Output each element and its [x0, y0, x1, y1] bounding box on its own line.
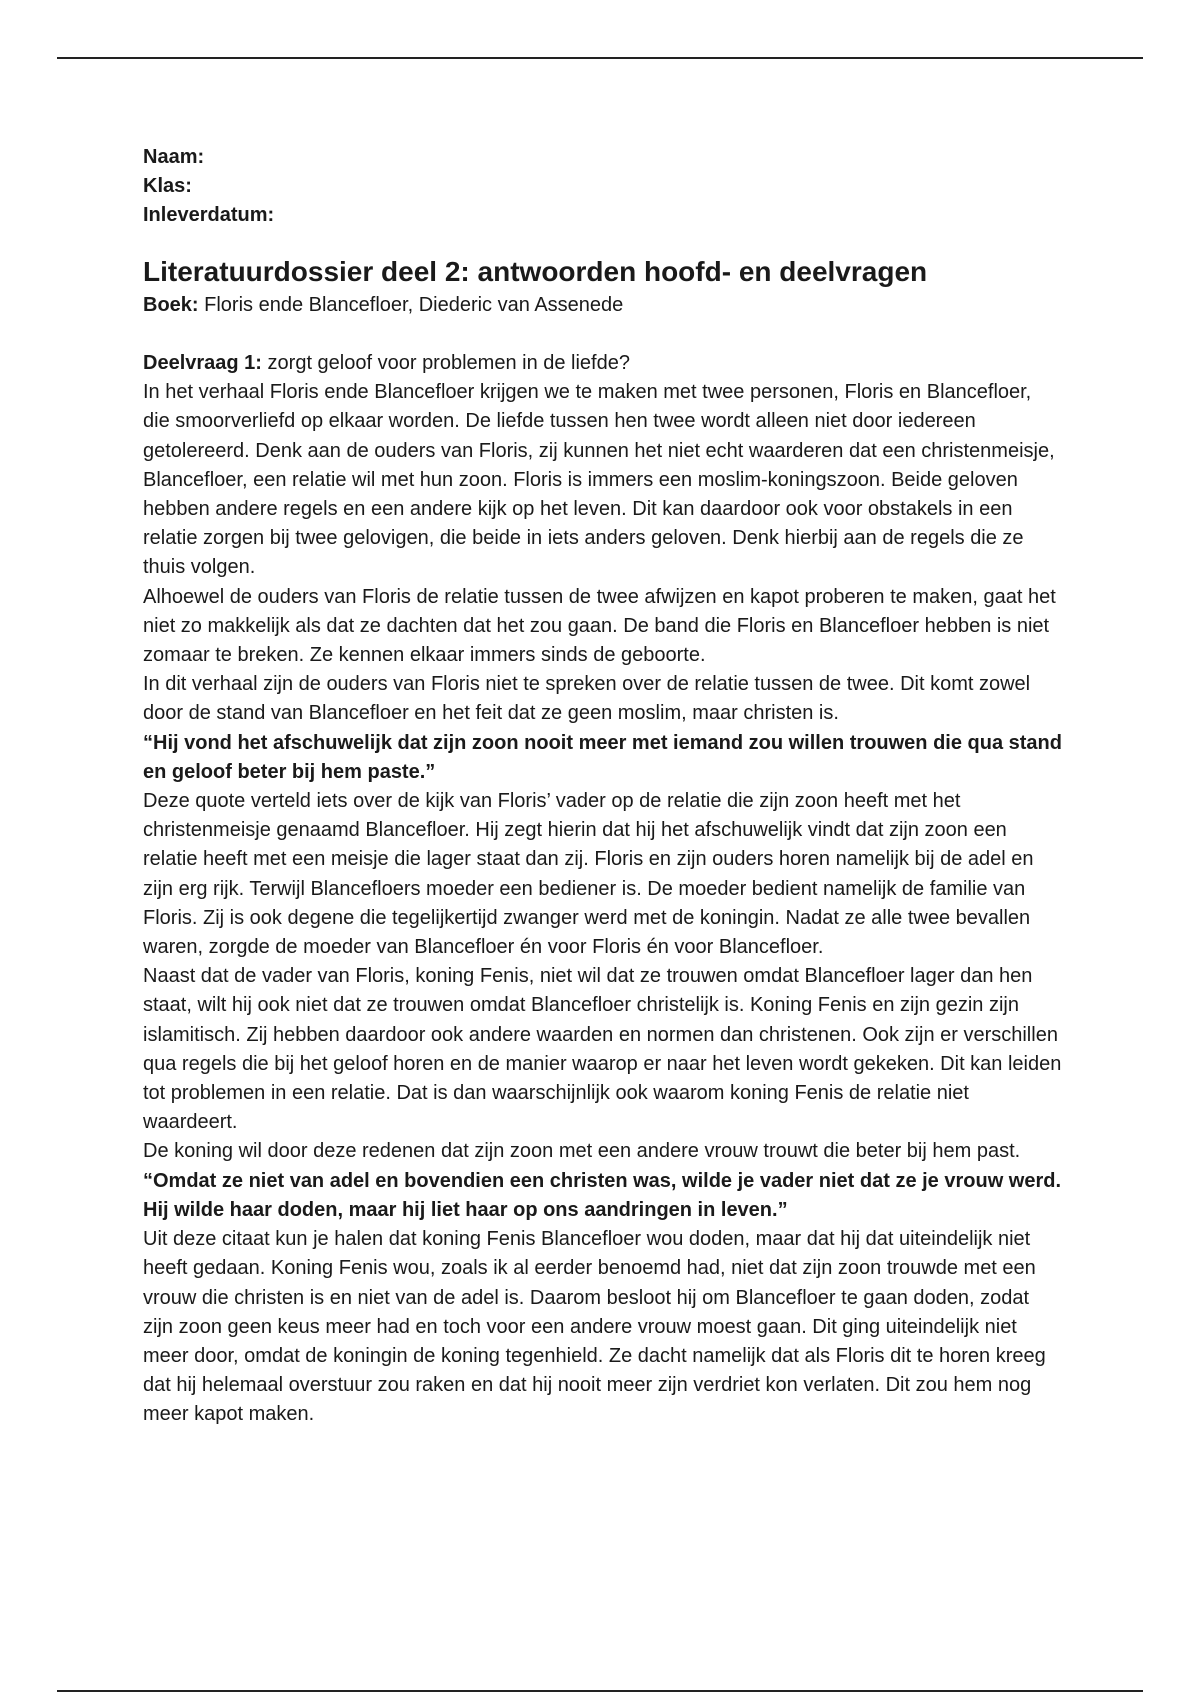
deelvraag-label: Deelvraag 1: — [143, 352, 262, 374]
paragraph-1: In het verhaal Floris ende Blancefloer krijgen we te maken met twee personen, Floris en Blancefloer, die smoorverliefd op elkaar worden. De liefde tussen hen twee wordt alleen niet door iedereen getolereerd. Denk aan de ouders van Floris, zij kunnen het niet echt waarderen dat een christenmeisje, Blancefloer, een relatie wil met hun zoon. Floris is immers een moslim-koningszoon. Beide geloven hebben andere regels en een andere kijk op het leven. Dit kan daardoor ook voor obstakels in een relatie zorgen bij twee gelovigen, die beide in iets anders geloven. Denk hierbij aan de regels die ze thuis volgen. — [143, 381, 1055, 579]
book-value: Floris ende Blancefloer, Diederic van Assenede — [204, 294, 624, 316]
paragraph-4: Deze quote verteld iets over de kijk van Floris’ vader op de relatie die zijn zoon heeft met het christenmeisje genaamd Blancefloer. Hij zegt hierin dat hij het afschuwelijk vindt dat zijn zoon een relatie heeft met een meisje die lager staat dan zij. Floris en zijn ouders horen namelijk bij de adel en zijn erg rijk. Terwijl Blancefloers moeder een bediener is. De moeder bedient namelijk de familie van Floris. Zij is ook degene die tegelijkertijd zwanger werd met de koningin. Nadat ze alle twee bevallen waren, zorgde de moeder van Blancefloer én voor Floris én voor Blancefloer. — [143, 790, 1034, 959]
quote-2: “Omdat ze niet van adel en bovendien een christen was, wilde je vader niet dat ze je vrouw werd. Hij wilde haar doden, maar hij liet haar op ons aandringen in leven.” — [143, 1169, 1062, 1221]
deelvraag-question: zorgt geloof voor problemen in de liefde? — [267, 352, 630, 374]
page-title: Literatuurdossier deel 2: antwoorden hoofd- en deelvragen — [143, 256, 928, 287]
top-rule — [57, 57, 1143, 59]
bottom-rule — [57, 1690, 1143, 1692]
paragraph-3: In dit verhaal zijn de ouders van Floris niet te spreken over de relatie tussen de twee. Dit komt zowel door de stand van Blancefloer en het feit dat ze geen moslim, maar christen is. — [143, 673, 1031, 725]
document-body — [143, 143, 1063, 1430]
paragraph-7: Uit deze citaat kun je halen dat koning Fenis Blancefloer wou doden, maar dat hij dat uiteindelijk niet heeft gedaan. Koning Fenis wou, zoals ik al eerder benoemd had, niet dat zijn zoon trouwde met een vrouw die christen is en niet van de adel is. Daarom besloot hij om Blancefloer te gaan doden, zodat zijn zoon geen keus meer had en toch voor een andere vrouw moest gaan. Dit ging uiteindelijk niet meer door, omdat de koningin de koning tegenhield. Ze dacht namelijk dat als Floris dit te horen kreeg dat hij helemaal overstuur zou raken en dat hij nooit meer zijn verdriet kon verlaten. Dit zou hem nog meer kapot maken. — [143, 1228, 1046, 1426]
book-label: Boek: — [143, 294, 199, 316]
klas-label: Klas: — [143, 175, 192, 197]
paragraph-2: Alhoewel de ouders van Floris de relatie tussen de twee afwijzen en kapot proberen te maken, gaat het niet zo makkelijk als dat ze dachten dat het zou gaan. De band die Floris en Blancefloer hebben is niet zomaar te breken. Ze kennen elkaar immers sinds de geboorte. — [143, 585, 1056, 667]
paragraph-6: De koning wil door deze redenen dat zijn zoon met een andere vrouw trouwt die beter bij hem past. — [143, 1140, 1021, 1163]
inleverdatum-label: Inleverdatum: — [143, 204, 275, 226]
deelvraag-line — [143, 349, 1063, 378]
naam-label: Naam: — [143, 146, 205, 168]
quote-1: “Hij vond het afschuwelijk dat zijn zoon nooit meer met iemand zou willen trouwen die qua stand en geloof beter bij hem paste.” — [143, 731, 1062, 783]
deelvraag-section — [143, 349, 1063, 1430]
student-info — [143, 143, 1063, 230]
paragraph-5: Naast dat de vader van Floris, koning Fenis, niet wil dat ze trouwen omdat Blancefloer lager dan hen staat, wilt hij ook niet dat ze trouwen omdat Blancefloer christelijk is. Koning Fenis en zijn gezin zijn islamitisch. Zij hebben daardoor ook andere waarden en normen dan christenen. Ook zijn er verschillen qua regels die bij het geloof horen en de manier waarop er naar het leven wordt gekeken. Dit kan leiden tot problemen in een relatie. Dat is dan waarschijnlijk ook waarom koning Fenis de relatie niet waardeert. — [143, 965, 1062, 1134]
book-line — [143, 291, 1063, 320]
